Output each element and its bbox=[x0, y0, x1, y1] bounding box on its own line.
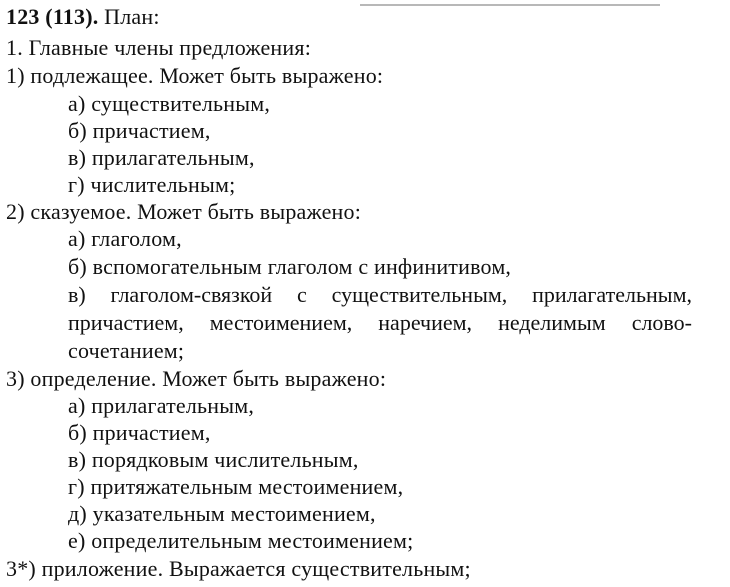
cropped-top-text bbox=[360, 0, 660, 6]
exercise-title: План: bbox=[104, 4, 160, 29]
exercise-heading bbox=[6, 4, 160, 30]
subject-option-b: б) причастием, bbox=[68, 118, 211, 143]
attribute-option-d: г) притяжательным местоимением, bbox=[68, 474, 404, 499]
subject-option-d: г) числительным; bbox=[68, 172, 236, 197]
predicate-option-b: б) вспомогательным глаголом с инфинитивом, bbox=[68, 254, 512, 279]
predicate-option-a: а) глаголом, bbox=[68, 226, 182, 251]
attribute-option-c: в) порядковым числительным, bbox=[68, 447, 359, 472]
subject-option-c: в) прилагательным, bbox=[68, 145, 255, 170]
plan-section-main-members: 1. Главные члены предложения: bbox=[6, 35, 312, 60]
attribute-option-b: б) причастием, bbox=[68, 420, 211, 445]
attribute-option-f: е) определительным местоимением; bbox=[68, 528, 414, 553]
exercise-number: 123 (113). bbox=[6, 4, 99, 29]
attribute-option-a: а) прилагательным, bbox=[68, 393, 255, 418]
plan-item-apposition: 3*) приложение. Выражается существительным; bbox=[6, 556, 471, 581]
subject-option-a: а) существительным, bbox=[68, 91, 271, 116]
predicate-option-c: в) глаголом-связкой с существительным, прилагательным, bbox=[68, 282, 692, 307]
plan-item-subject: 1) подлежащее. Может быть выражено: bbox=[6, 63, 384, 88]
attribute-option-e: д) указательным местоимением, bbox=[68, 501, 376, 526]
predicate-option-c-ending: сочетанием; bbox=[68, 338, 185, 363]
plan-item-attribute: 3) определение. Может быть выражено: bbox=[6, 366, 387, 391]
plan-item-predicate: 2) сказуемое. Может быть выражено: bbox=[6, 199, 362, 224]
predicate-option-c-continuation: причастием, местоимением, наречием, неделимым слово- bbox=[68, 310, 692, 335]
